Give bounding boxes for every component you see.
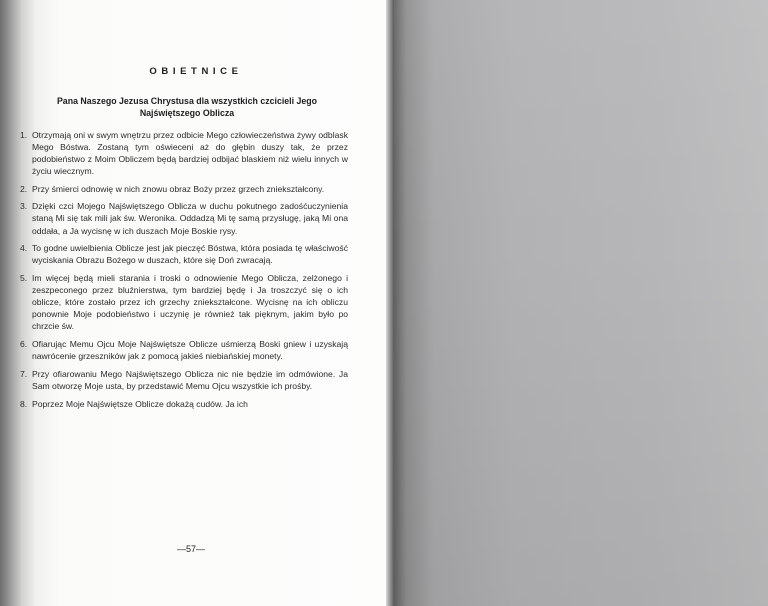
book-gutter xyxy=(386,0,394,606)
promise-item xyxy=(20,398,348,410)
intro-heading: Pana Naszego Jezusa Chrystusa dla wszystkich czcicieli Jego Najświętszego Oblicza xyxy=(56,96,318,119)
right-page-shading xyxy=(394,0,768,606)
promise-number: 7. xyxy=(20,368,28,379)
promise-item xyxy=(20,183,348,195)
promise-number: 1. xyxy=(20,129,28,140)
promise-text: Poprzez Moje Najświętsze Oblicze dokażą cudów. Ja ich xyxy=(32,398,248,409)
promise-text: Im więcej będą mieli starania i troski o odnowienie Mego Oblicza, zelżonego i zeszpeconego przez bluźnierstwa, tym bardziej będę i Ja troszczyć się o ich oblicze, które zostało przez ich grzechy zniekształcone. Wycisnę na ich obliczu ponownie Moje podobieństwo i uczynię je również tak pięknym, jakim było po chrzcie św. xyxy=(32,273,348,332)
page-title: OBIETNICE xyxy=(149,66,243,77)
promise-number: 4. xyxy=(20,243,28,254)
promise-text: To godne uwielbienia Oblicze jest jak pieczęć Bóstwa, która posiada tę właściwość wyciskania Obrazu Bożego w duszach, które się Doń zwracają. xyxy=(32,243,348,266)
promise-number: 2. xyxy=(20,183,28,194)
promise-number: 8. xyxy=(20,398,28,409)
promise-text: Dzięki czci Mojego Najświętszego Oblicza w duchu pokutnego zadośćuczynienia staną Mi się tak mili jak św. Weronika. Oddadzą Mi tę samą przysługę, jaką Mi ona oddała, a Ja wycisnę w ich duszach Moje Boskie rysy. xyxy=(32,201,348,236)
page-text xyxy=(20,66,348,415)
promise-number: 3. xyxy=(20,201,28,212)
promise-text: Przy ofiarowaniu Mego Najświętszego Oblicza nic nie będzie im odmówione. Ja Sam otworzę Moje usta, by przedstawić Memu Ojcu wszystkie ich prośby. xyxy=(32,368,348,391)
promise-item xyxy=(20,272,348,332)
promise-item xyxy=(20,242,348,266)
promise-text: Ofiarując Memu Ojcu Moje Najświętsze Oblicze uśmierzą Boski gniew i uzyskają nawrócenie grzeszników jak z pomocą jakieś niebiańskiej monety. xyxy=(32,339,348,362)
promise-item xyxy=(20,200,348,236)
promise-number: 6. xyxy=(20,339,28,350)
promise-item xyxy=(20,368,348,392)
page-number: —57— xyxy=(176,544,205,554)
promise-text: Otrzymają oni w swym wnętrzu przez odbicie Mego człowieczeństwa żywy odblask Mego Bóstwa. Zostaną tym oświeceni aż do głębin duszy tak, że przez podobieństwo z Moim Obliczem będą bardziej odbijać blaskiem niż wielu innych w życiu wiecznym. xyxy=(32,129,348,176)
promise-number: 5. xyxy=(20,273,28,283)
promise-item xyxy=(20,338,348,362)
promise-text: Przy śmierci odnowię w nich znowu obraz Boży przez grzech zniekształcony. xyxy=(32,183,325,194)
promise-item xyxy=(20,129,348,177)
